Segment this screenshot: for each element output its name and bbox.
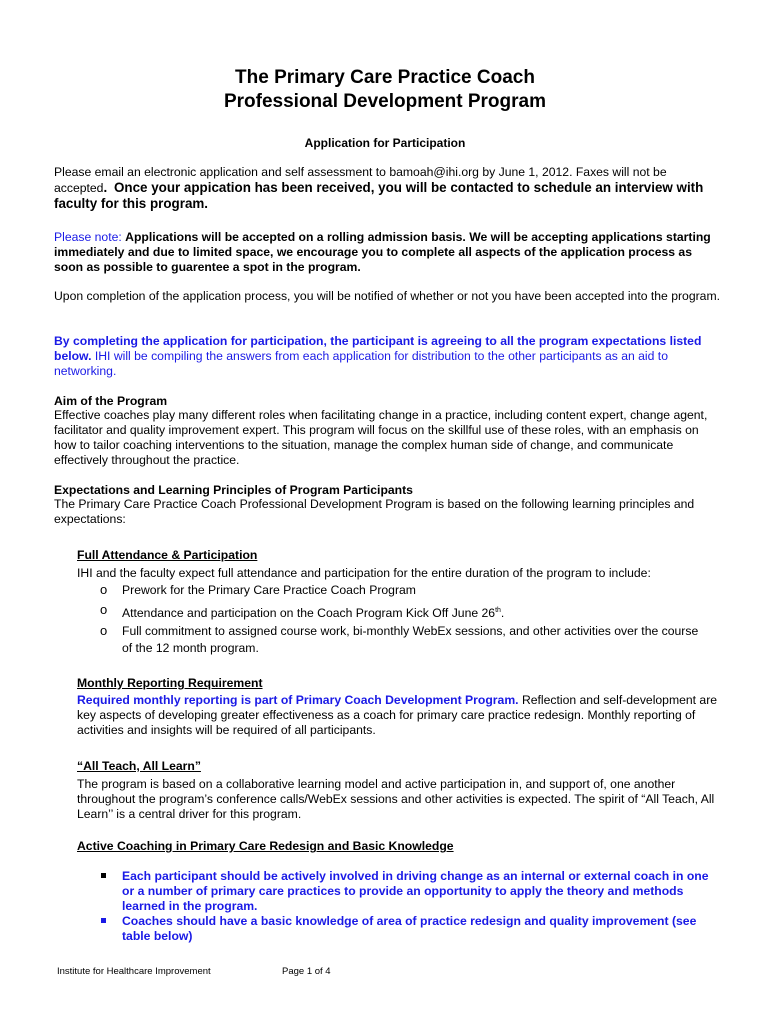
intro-bold-text: Once your appication has been received, you will be contacted to schedule an interview with faculty for this program. <box>54 180 704 211</box>
attendance-item-3: Full commitment to assigned course work, bi-monthly WebEx sessions, and other activities over the course of the 12 month program. <box>122 624 699 655</box>
intro-paragraph <box>54 165 720 212</box>
square-bullet-icon <box>101 873 106 878</box>
bullet-o-icon: o <box>100 582 108 597</box>
monthly-text: Reflection and self-development are key aspects of developing greater effectiveness as a coach for primary care practice redesign. Monthly reporting of activities and insights will be required of all participants. <box>77 693 718 737</box>
subtitle: Application for Participation <box>304 136 466 150</box>
agreement-bold: By completing the application for participation, the participant is agreeing to all the program expectations listed below. <box>54 334 702 363</box>
ordinal-suffix: th <box>495 607 501 614</box>
monthly-bold: Required monthly reporting is part of Primary Coach Development Program. <box>77 693 519 707</box>
bullet-o-icon: o <box>100 602 108 617</box>
active-item-1: Each participant should be actively involved in driving change as an internal or external coach in one or a number of primary care practices to provide an opportunity to apply the theory and methods learned in the program. <box>122 869 709 913</box>
attendance-heading: Full Attendance & Participation <box>77 548 258 562</box>
intro-text: Please email an electronic application and self assessment to bamoah@ihi.org by June 1, 2012. Faxes will not be accepted <box>54 165 667 195</box>
attendance-item-2-text: Attendance and participation on the Coach Program Kick Off June 26 <box>122 606 496 621</box>
allteach-heading: “All Teach, All Learn” <box>77 759 201 773</box>
square-bullet-icon <box>101 918 106 923</box>
active-item-2: Coaches should have a basic knowledge of area of practice redesign and quality improvement (see table below) <box>122 914 697 943</box>
aim-heading: Aim of the Program <box>54 394 168 408</box>
note-label: Please note: <box>54 230 122 244</box>
title-line-1: The Primary Care Practice Coach <box>235 67 535 88</box>
title-line-2: Professional Development Program <box>223 91 547 112</box>
active-heading: Active Coaching in Primary Care Redesign and Basic Knowledge <box>77 839 454 853</box>
agreement-text: IHI will be compiling the answers from each application for distribution to the other participants as an aid to networking. <box>54 349 668 378</box>
expectations-text: The Primary Care Practice Coach Professional Development Program is based on the following learning principles and expectations: <box>54 497 695 526</box>
attendance-text: IHI and the faculty expect full attendance and participation for the entire duration of the program to include: <box>77 566 651 580</box>
aim-text: Effective coaches play many different roles when facilitating change in a practice, including content expert, change agent, facilitator and quality improvement expert. This program will focus on the skillful use of these roles, with an emphasis on how to tailor coaching interventions to the situation, manage the complex human side of change, and communicate effectively throughout the practice. <box>54 408 708 467</box>
monthly-heading: Monthly Reporting Requirement <box>77 676 263 690</box>
attendance-item-1: Prework for the Primary Care Practice Coach Program <box>122 583 416 597</box>
monthly-paragraph <box>77 693 720 738</box>
bullet-o-icon: o <box>100 623 108 638</box>
note-text: Applications will be accepted on a rolling admission basis. We will be accepting applications starting immediately and due to limited space, we encourage you to complete all aspects of the application process as soon as possible to guarentee a spot in the program. <box>54 230 711 274</box>
allteach-text: The program is based on a collaborative learning model and active participation in, and support of, one another throughout the program’s conference calls/WebEx sessions and other activities is expected. The spirit of “All Teach, All Learn’’ is a central driver for this program. <box>77 777 715 821</box>
intro-dot: . <box>103 180 108 195</box>
note-paragraph <box>54 230 720 275</box>
footer-org: Institute for Healthcare Improvement <box>57 966 211 977</box>
footer-page-number: Page 1 of 4 <box>282 966 331 977</box>
attendance-item-2-end: . <box>500 606 505 621</box>
expectations-heading: Expectations and Learning Principles of Program Participants <box>54 483 413 497</box>
completion-paragraph: Upon completion of the application process, you will be notified of whether or not you have been accepted into the program. <box>54 289 720 303</box>
agreement-paragraph <box>54 334 720 379</box>
attendance-item-2 <box>122 602 722 622</box>
